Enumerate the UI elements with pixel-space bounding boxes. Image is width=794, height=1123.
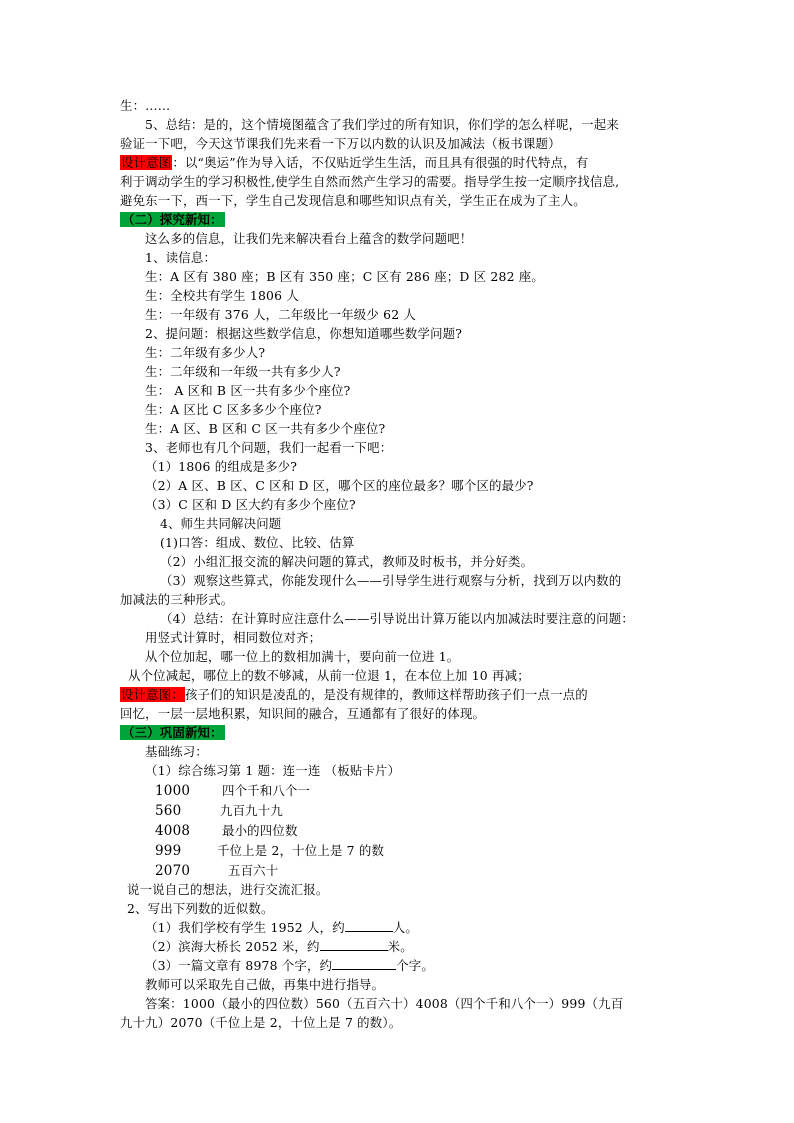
match-text-1: 四个千和八个一: [222, 783, 311, 798]
student-line-ellipsis: 生：……: [120, 98, 171, 113]
teacher-question-1: （1）1806 的组成是多少?: [145, 459, 298, 474]
section-tag-consolidate: （三）巩固新知：: [122, 725, 223, 740]
solve-step-2: （2）小组汇报交流的解决问题的算式，教师及时板书，并分好类。: [160, 554, 534, 569]
matching-exercise-title: （1）综合练习第 1 题：连一连 （板贴卡片）: [145, 763, 401, 778]
design-intent-tag: 设计意图: [121, 155, 172, 170]
design-intent-line-2: 利于调动学生的学习积极性,使学生自然而然产生学习的需要。指导学生按一定顺序找信息,: [120, 174, 620, 189]
match-num-2: 560: [155, 803, 182, 819]
solve-heading: 4、师生共同解决问题: [160, 516, 282, 531]
summary-line-1: 5、总结：是的，这个情境图蕴含了我们学过的所有知识，你们学的怎么样呢，一起来: [145, 117, 619, 132]
approx-q1-unit: 人。: [392, 920, 418, 935]
solve-step-4: （4）总结：在计算时应注意什么——引导说出计算万能以内加减法时要注意的问题：: [160, 611, 634, 626]
ask-question-heading: 2、提问题：根据这些数学信息，你想知道哪些数学问题?: [145, 326, 463, 341]
approx-q3-blank[interactable]: [332, 956, 396, 970]
match-num-3: 4008: [155, 823, 191, 839]
info-grades: 生：一年级有 376 人，二年级比一年级少 62 人: [145, 307, 417, 322]
approx-q2-text: （2）滨海大桥长 2052 米，约: [145, 939, 320, 954]
answer-line-1: 答案：1000（最小的四位数）560（五百六十）4008（四个千和八个一）999（九百: [145, 996, 624, 1011]
summary-line-2: 验证一下吧，今天这节课我们先来看一下万以内数的认识及加减法（板书课题）: [120, 136, 561, 151]
approx-q1-text: （1）我们学校有学生 1952 人，约: [145, 920, 345, 935]
section-heading-explore: [120, 210, 680, 230]
approx-q2-unit: 米。: [387, 939, 413, 954]
teacher-question-2: （2）A 区、B 区、C 区和 D 区，哪个区的座位最多？哪个区的最少?: [145, 478, 534, 493]
match-text-5: 五百六十: [228, 863, 279, 878]
rule-align: 用竖式计算时，相同数位对齐；: [145, 630, 322, 645]
rule-carry: 从个位加起，哪一位上的数相加满十，要向前一位进 1。: [145, 649, 460, 664]
match-text-2: 九百九十九: [220, 803, 283, 818]
approx-q1-blank[interactable]: [345, 918, 393, 932]
match-num-4: 999: [155, 843, 182, 859]
approx-q3-text: （3）一篇文章有 8978 个字，约: [145, 958, 333, 973]
approx-question-3: [145, 956, 705, 976]
solve-step-3: （3）观察这些算式，你能发现什么——引导学生进行观察与分析，找到万以内数的: [160, 573, 622, 588]
match-num-1: 1000: [155, 783, 191, 799]
info-seats: 生：A 区有 380 座；B 区有 350 座；C 区有 286 座；D 区 282 座。: [145, 269, 544, 284]
approx-q2-blank[interactable]: [320, 937, 388, 951]
rule-borrow: 从个位减起，哪位上的数不够减，从前一位退 1，在本位上加 10 再减；: [128, 668, 530, 683]
approx-question-2: [145, 937, 705, 957]
intro-line: 这么多的信息，让我们先来解决看台上蕴含的数学问题吧！: [145, 231, 473, 246]
design-intent-tag-2: 设计意图：: [121, 687, 184, 702]
design-intent-line-1: [120, 153, 680, 173]
design-intent-text-2: 孩子们的知识是凌乱的，是没有规律的，教师这样帮助孩子们一点一点的: [184, 687, 588, 702]
question-1: 生：二年级有多少人?: [145, 345, 266, 360]
match-text-3: 最小的四位数: [222, 823, 298, 838]
share-line: 说一说自己的想法，进行交流汇报。: [127, 882, 329, 897]
question-3: 生： A 区和 B 区一共有多少个座位?: [145, 383, 351, 398]
solve-step-3-cont: 加减法的三种形式。: [120, 592, 234, 607]
solve-step-1: (1)口答：组成、数位、比较、估算: [160, 535, 355, 550]
section-heading-consolidate: [120, 723, 680, 743]
approx-q3-unit: 个字。: [396, 958, 434, 973]
design-intent-2-line-2: 回忆，一层一层地积累，知识间的融合，互通都有了很好的体现。: [120, 706, 486, 721]
question-2: 生：二年级和一年级一共有多少人?: [145, 364, 341, 379]
teacher-guidance-line: 教师可以采取先自己做，再集中进行指导。: [145, 977, 385, 992]
question-4: 生：A 区比 C 区多多少个座位?: [145, 402, 322, 417]
match-text-4: 千位上是 2，十位上是 7 的数: [217, 843, 385, 858]
match-num-5: 2070: [155, 863, 191, 879]
info-students: 生：全校共有学生 1806 人: [145, 288, 299, 303]
answer-line-2: 九十九）2070（千位上是 2，十位上是 7 的数）。: [120, 1015, 402, 1030]
design-intent-text: ：以“奥运”作为导入话，不仅贴近学生生活，而且具有很强的时代特点，有: [172, 155, 589, 170]
basic-practice-heading: 基础练习：: [145, 744, 208, 759]
question-5: 生：A 区、B 区和 C 区一共有多少个座位?: [145, 421, 386, 436]
section-tag-explore: （二）探究新知：: [122, 212, 223, 227]
approx-question-1: [145, 918, 705, 938]
design-intent-2-line-1: [120, 685, 680, 705]
design-intent-line-3: 避免东一下，西一下，学生自己发现信息和哪些知识点有关，学生正在成为了主人。: [120, 193, 586, 208]
teacher-questions-heading: 3、老师也有几个问题，我们一起看一下吧：: [145, 440, 393, 455]
approximation-heading: 2、写出下列数的近似数。: [127, 901, 274, 916]
read-info-heading: 1、读信息：: [145, 250, 217, 265]
teacher-question-3: （3）C 区和 D 区大约有多少个座位?: [145, 497, 356, 512]
